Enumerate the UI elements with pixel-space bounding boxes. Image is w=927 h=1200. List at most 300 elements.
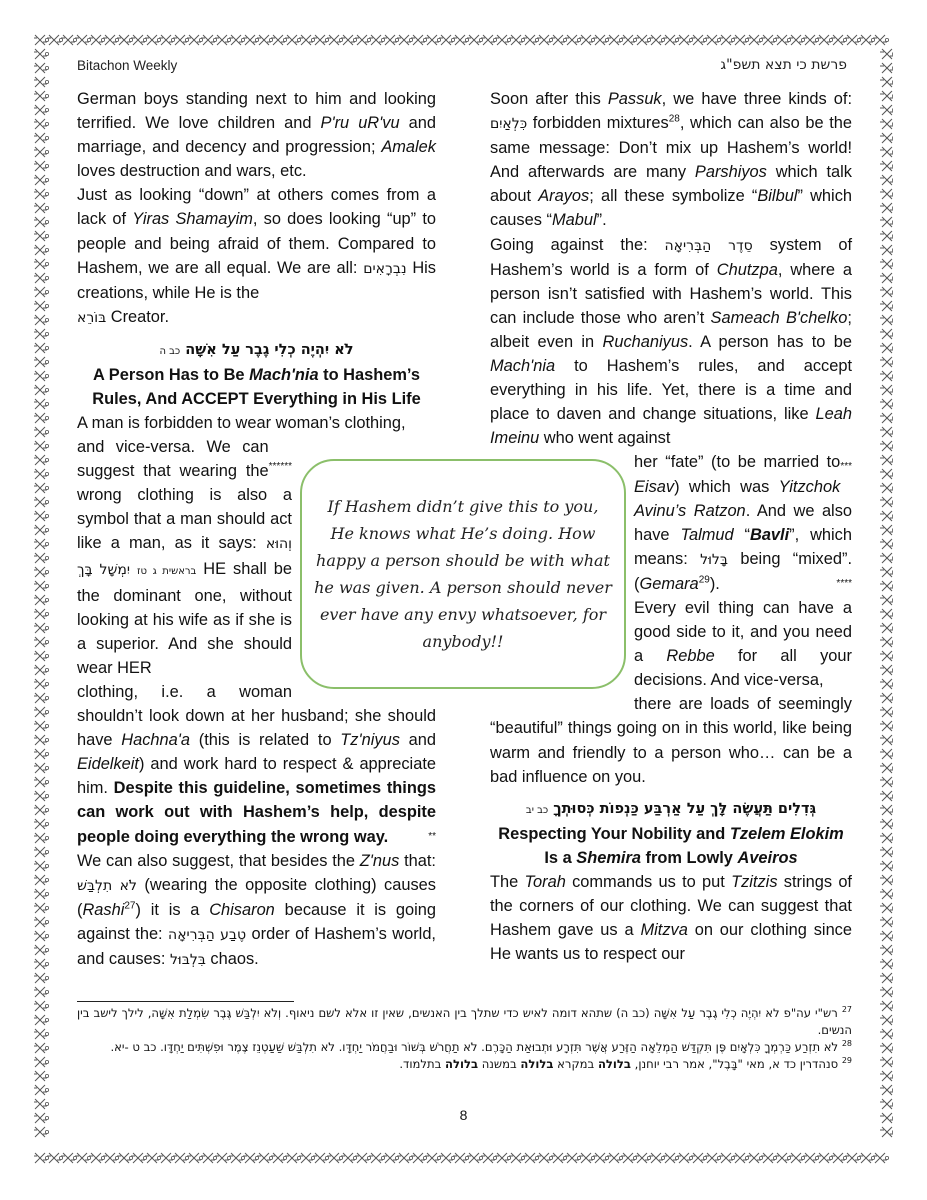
- border-motif: [34, 63, 49, 73]
- paragraph-wrapped: and vice-versa. We can suggest that wearing the wrong clothing is also a symbol that a man should act like a man, as it says: וְהוּא יִמְשָׁל בָּךְ בראשית ג טז HE shall be the dominant one, without looking at his wife as if she is a superior. And she should wear HER: [77, 438, 292, 677]
- border-motif: [880, 847, 893, 857]
- border-motif: [481, 35, 497, 45]
- border-motif: [523, 35, 539, 45]
- border-motif: [103, 1153, 119, 1163]
- border-motif: [880, 77, 893, 87]
- paragraph: there are loads of seemingly “beautiful” things going on in this world, like being warm and friendly to a person who… can be a bad influence on you.: [490, 695, 852, 786]
- border-motif: [34, 147, 49, 157]
- border-motif: [691, 1153, 707, 1163]
- border-motif: [880, 735, 893, 745]
- border-motif: [215, 35, 231, 45]
- border-motif: [229, 35, 245, 45]
- border-motif: [131, 1153, 147, 1163]
- border-motif: [880, 399, 893, 409]
- border-motif: [880, 63, 893, 73]
- border-motif: [719, 1153, 735, 1163]
- footnote-28: $^{28}$ לֹא תִזְרַע כַּרְמְךָ כִּלְאָיִם פֶּן תִּקְדַּשׁ הַמְלֵאָה הַזֶּרַע אֲשֶׁר תִּזְרָע וּתְבוּאַת הַכָּרֶם. לֹא תַחֲרֹשׁ בְּשׁוֹר וּבַחֲמֹר יַחְדָּו. לֹא תִלְבַּשׁ שַׁעַטְנֵז צֶמֶר וּפִשְׁתִּים יַחְדָּו. כב ט -יא.: [110, 1039, 852, 1054]
- border-motif: [34, 1015, 49, 1025]
- border-motif: [761, 1153, 777, 1163]
- border-motif: [880, 861, 893, 871]
- border-motif: [34, 819, 49, 829]
- footnote-number: 28: [841, 1039, 852, 1049]
- border-motif: [621, 1153, 637, 1163]
- footnote-number: 27: [841, 1005, 852, 1015]
- paragraph: We can also suggest, that besides the Z'nus that: לֹא תִלְבַּשׁ (wearing the opposite clothing) causes (Rashi$^{27}$) it is a Chisaron because it is going against the: טֶבַע הַבְּרִיאָה order of Hashem’s world, and causes: בִּלְבּוּל chaos.: [77, 851, 437, 968]
- paragraph-wrapped: Every evil thing can have a good side to it, and you need a Rebbe for all your decisions. And vice-versa,: [634, 598, 852, 690]
- border-motif: [117, 1153, 133, 1163]
- border-motif: [663, 35, 679, 45]
- footnote-ref[interactable]: 29: [698, 574, 710, 586]
- paragraph: Going against the: סֵדֶר הַבְּרִיאָה system of Hashem’s world is a form of Chutzpa, where a person isn’t satisfied with Hashem’s world. This can include those who aren’t Sameach B'chelko; albeit even in Ruchaniyus. A person has to be Mach'nia to Hashem’s rules, and accept everything in his life. Yet, there is a time and place to daven and change situations, like Leah Imeinu who went against: [490, 235, 853, 448]
- border-motif: [341, 1153, 357, 1163]
- border-motif: [369, 35, 385, 45]
- footnotes: [77, 1005, 852, 1073]
- border-motif: [880, 525, 893, 535]
- border-motif: [719, 35, 735, 45]
- border-motif: [34, 1153, 49, 1163]
- border-motif: [159, 1153, 175, 1163]
- border-motif: [880, 217, 893, 227]
- border-motif: [34, 497, 49, 507]
- border-motif: [383, 35, 399, 45]
- border-motif: [880, 231, 893, 241]
- border-motif: [789, 1153, 805, 1163]
- border-motif: [34, 287, 49, 297]
- border-motif: [34, 161, 49, 171]
- border-motif: [880, 161, 893, 171]
- border-motif: [831, 35, 847, 45]
- border-motif: [369, 1153, 385, 1163]
- border-motif: [229, 1153, 245, 1163]
- border-motif: [34, 791, 49, 801]
- border-motif: [705, 1153, 721, 1163]
- border-motif: [34, 91, 49, 101]
- border-motif: [285, 1153, 301, 1163]
- border-motif: [579, 35, 595, 45]
- border-motif: [453, 35, 469, 45]
- border-motif: [880, 581, 893, 591]
- border-motif: [397, 35, 413, 45]
- border-motif: [34, 763, 49, 773]
- border-motif: [880, 259, 893, 269]
- border-motif: [34, 511, 49, 521]
- border-motif: [775, 1153, 791, 1163]
- border-motif: [313, 1153, 329, 1163]
- border-motif: [34, 441, 49, 451]
- border-motif: [34, 945, 49, 955]
- border-motif: [880, 637, 893, 647]
- border-motif: [285, 35, 301, 45]
- border-motif: [187, 35, 203, 45]
- border-motif: [34, 231, 49, 241]
- parsha-title: פרשת כי תצא תשפ"ג: [720, 57, 847, 73]
- border-motif: [523, 1153, 539, 1163]
- border-motif: [873, 35, 889, 45]
- border-motif: [34, 553, 49, 563]
- border-motif: [299, 1153, 315, 1163]
- border-motif: [880, 1127, 893, 1137]
- border-motif: [880, 329, 893, 339]
- paragraph: A man is forbidden to wear woman’s clothing,: [77, 413, 406, 432]
- border-motif: [34, 987, 49, 997]
- border-motif: [34, 525, 49, 535]
- border-motif: [537, 1153, 553, 1163]
- talmud-word: Talmud: [680, 525, 734, 544]
- border-motif: [880, 203, 893, 213]
- gemara-word: Gemara: [639, 574, 699, 593]
- border-motif: [467, 1153, 483, 1163]
- border-motif: [159, 35, 175, 45]
- border-motif: [439, 1153, 455, 1163]
- border-motif: [75, 35, 91, 45]
- border-motif: [397, 1153, 413, 1163]
- border-motif: [34, 1043, 49, 1053]
- border-motif: [880, 455, 893, 465]
- border-motif: [831, 1153, 847, 1163]
- border-motif: [859, 35, 875, 45]
- border-motif: [509, 35, 525, 45]
- border-motif: [495, 35, 511, 45]
- border-motif: [34, 539, 49, 549]
- border-motif: [495, 1153, 511, 1163]
- border-motif: [34, 301, 49, 311]
- border-motif: [880, 819, 893, 829]
- border-motif: [34, 1001, 49, 1011]
- paragraph-wrapped: her “fate” (to be married to Eisav) which was Yitzchok Avinu’s Ratzon. And we also have Talmud “Bavli”, which means: בָּלוּל being “mixed”. (Gemara$^{29}$). ****: [490, 450, 852, 596]
- border-motif: [803, 35, 819, 45]
- border-motif: [271, 35, 287, 45]
- border-motif: [201, 1153, 217, 1163]
- border-motif: [880, 707, 893, 717]
- border-motif: [61, 35, 77, 45]
- border-motif: [411, 1153, 427, 1163]
- border-motif: [880, 651, 893, 661]
- border-motif: [34, 567, 49, 577]
- border-motif: [439, 35, 455, 45]
- border-motif: [880, 623, 893, 633]
- border-motif: [131, 35, 147, 45]
- border-motif: [880, 763, 893, 773]
- border-motif: [34, 1085, 49, 1095]
- border-motif: [271, 1153, 287, 1163]
- paragraph: German boys standing next to him and looking terrified. We love children and P'ru uR'vu and marriage, and decency and progression; Amalek loves destruction and wars, etc. ******: [77, 87, 436, 183]
- border-motif: [817, 1153, 833, 1163]
- footnote-29: $^{29}$ סנהדרין כד א, מאי "בָּבֶל", אמר רבי יוחנן, בלולה במקרא בלולה במשנה בלולה בתלמוד.: [399, 1056, 852, 1071]
- border-motif: [299, 35, 315, 45]
- border-motif: [34, 875, 49, 885]
- border-motif: [34, 1057, 49, 1067]
- border-motif: [880, 483, 893, 493]
- border-motif: [880, 133, 893, 143]
- border-motif: [187, 1153, 203, 1163]
- border-motif: [47, 1153, 63, 1163]
- border-motif: [880, 553, 893, 563]
- border-motif: [733, 1153, 749, 1163]
- border-motif: [509, 1153, 525, 1163]
- pull-quote-text: If Hashem didn’t give this to you, He knows what He’s doing. How happy a person should be with what he was given. A person should never ever have any envy whatsoever, for anybody!!: [314, 497, 612, 651]
- border-motif: [34, 665, 49, 675]
- border-motif: [425, 1153, 441, 1163]
- section-separator: ****: [836, 577, 852, 589]
- border-motif: [663, 1153, 679, 1163]
- border-motif: [565, 1153, 581, 1163]
- border-motif: [34, 847, 49, 857]
- border-motif: [880, 777, 893, 787]
- border-motif: [327, 1153, 343, 1163]
- border-motif: [747, 1153, 763, 1163]
- paragraph: Soon after this Passuk, we have three kinds of: כִּלְאַיִם forbidden mixtures$^{28}$, which can also be the same message: Don’t mix up Hashem’s world! And afterwards are many Parshiyos which talk about Arayos; all these symbolize “Bilbul” which causes “Mabul”. ***: [490, 87, 852, 233]
- border-motif: [880, 511, 893, 521]
- border-motif: [880, 609, 893, 619]
- border-motif: [467, 35, 483, 45]
- border-motif: [880, 497, 893, 507]
- border-motif: [880, 1085, 893, 1095]
- border-motif: [880, 91, 893, 101]
- border-motif: [880, 301, 893, 311]
- border-motif: [593, 1153, 609, 1163]
- border-motif: [34, 49, 49, 59]
- border-motif: [34, 329, 49, 339]
- border-motif: [257, 35, 273, 45]
- border-motif: [859, 1153, 875, 1163]
- border-motif: [705, 35, 721, 45]
- border-motif: [145, 1153, 161, 1163]
- border-motif: [649, 1153, 665, 1163]
- border-motif: [880, 693, 893, 703]
- border-motif: [243, 35, 259, 45]
- border-motif: [341, 35, 357, 45]
- border-motif: [649, 35, 665, 45]
- verse-reference: כב יב: [525, 804, 549, 816]
- border-motif: [551, 35, 567, 45]
- border-motif: [103, 35, 119, 45]
- section-separator: ***: [840, 461, 852, 472]
- border-motif: [34, 259, 49, 269]
- border-motif: [880, 1015, 893, 1025]
- border-motif: [880, 315, 893, 325]
- border-motif: [593, 35, 609, 45]
- border-motif: [880, 1029, 893, 1039]
- border-motif: [75, 1153, 91, 1163]
- border-motif: [880, 875, 893, 885]
- border-motif: [34, 889, 49, 899]
- border-motif: [425, 35, 441, 45]
- border-motif: [34, 693, 49, 703]
- section-hebrew-heading: גְּדִלִים תַּעֲשֶׂה לָּךְ עַל אַרְבַּע כַּנְפוֹת כְּסוּתְךָ כב יב: [525, 800, 817, 817]
- section-hebrew-heading: לֹא יִהְיֶה כְלִי גֶבֶר עַל אִשָּׁה כב ה: [159, 341, 354, 358]
- border-motif: [34, 721, 49, 731]
- border-motif: [34, 623, 49, 633]
- border-motif: [880, 147, 893, 157]
- border-motif: [621, 35, 637, 45]
- border-motif: [880, 945, 893, 955]
- border-motif: [383, 1153, 399, 1163]
- border-motif: [34, 581, 49, 591]
- border-motif: [880, 119, 893, 129]
- footnote-ref[interactable]: 28: [668, 113, 680, 125]
- border-motif: [880, 567, 893, 577]
- border-motif: [117, 35, 133, 45]
- border-motif: [880, 343, 893, 353]
- border-motif: [579, 1153, 595, 1163]
- border-motif: [880, 385, 893, 395]
- border-motif: [34, 609, 49, 619]
- border-motif: [145, 35, 161, 45]
- border-motif: [761, 35, 777, 45]
- border-motif: [34, 189, 49, 199]
- footnote-27: $^{27}$ רש"י עה"פ לא יִהְיֶה כְלִי גֶבֶר עַל אִשָּׁה (כב ה) שתהא דומה לאיש כדי שתלך בין האנשים, שאין זו אלא לשם ניאוף. וְלֹא יִלְבַּשׁ גֶּבֶר שִׂמְלַת אִשָּׁה, לילך לישב בין הנשים.: [77, 1005, 852, 1037]
- border-motif: [880, 791, 893, 801]
- border-motif: [880, 1001, 893, 1011]
- border-motif: [873, 1153, 889, 1163]
- border-motif: [34, 427, 49, 437]
- border-motif: [481, 1153, 497, 1163]
- border-motif: [34, 357, 49, 367]
- border-motif: [880, 539, 893, 549]
- footnote-ref[interactable]: 27: [124, 900, 136, 912]
- border-motif: [34, 805, 49, 815]
- border-motif: [34, 651, 49, 661]
- border-motif: [34, 833, 49, 843]
- footnote-separator: [77, 1001, 294, 1002]
- border-motif: [677, 35, 693, 45]
- pull-quote-box: [300, 459, 626, 689]
- border-motif: [880, 749, 893, 759]
- border-motif: [880, 287, 893, 297]
- border-motif: [803, 1153, 819, 1163]
- border-motif: [880, 595, 893, 605]
- border-motif: [880, 357, 893, 367]
- border-motif: [47, 35, 63, 45]
- border-motif: [880, 427, 893, 437]
- border-motif: [34, 679, 49, 689]
- border-motif: [635, 35, 651, 45]
- border-motif: [635, 1153, 651, 1163]
- border-motif: [313, 35, 329, 45]
- border-motif: [880, 917, 893, 927]
- border-motif: [34, 1029, 49, 1039]
- border-motif: [551, 1153, 567, 1163]
- border-motif: [880, 105, 893, 115]
- border-motif: [880, 1057, 893, 1067]
- border-motif: [880, 679, 893, 689]
- border-motif: [34, 35, 49, 45]
- border-motif: [880, 973, 893, 983]
- border-motif: [34, 133, 49, 143]
- border-motif: [34, 595, 49, 605]
- border-motif: [733, 35, 749, 45]
- border-motif: [817, 35, 833, 45]
- border-motif: [537, 35, 553, 45]
- border-motif: [34, 1071, 49, 1081]
- border-motif: [243, 1153, 259, 1163]
- border-motif: [34, 777, 49, 787]
- border-motif: [411, 35, 427, 45]
- border-motif: [34, 973, 49, 983]
- section-heading: Respecting Your Nobility and Tzelem Elokim Is a Shemira from Lowly Aveiros: [498, 824, 844, 867]
- border-motif: [880, 721, 893, 731]
- border-motif: [34, 637, 49, 647]
- border-motif: [34, 735, 49, 745]
- border-motif: [34, 959, 49, 969]
- border-motif: [34, 861, 49, 871]
- newsletter-title: Bitachon Weekly: [77, 58, 178, 73]
- border-motif: [34, 203, 49, 213]
- border-motif: [34, 315, 49, 325]
- border-motif: [880, 189, 893, 199]
- section-separator: ******: [268, 461, 292, 472]
- paragraph: clothing, i.e. a woman shouldn’t look down at her husband; she should have Hachna'a (this is related to Tz'niyus and Eidelkeit) and work hard to respect & appreciate him. Despite this guideline, sometimes things can work out with Hashem’s help, despite people doing everything the wrong way. **: [77, 680, 436, 849]
- border-motif: [34, 399, 49, 409]
- border-motif: [880, 987, 893, 997]
- border-motif: [845, 35, 861, 45]
- verse-reference: כב ה: [159, 345, 181, 357]
- border-motif: [789, 35, 805, 45]
- border-motif: [34, 371, 49, 381]
- border-motif: [34, 175, 49, 185]
- border-motif: [34, 119, 49, 129]
- border-motif: [880, 371, 893, 381]
- border-motif: [880, 1043, 893, 1053]
- border-motif: [215, 1153, 231, 1163]
- border-motif: [355, 1153, 371, 1163]
- border-motif: [34, 105, 49, 115]
- border-motif: [880, 245, 893, 255]
- border-motif: [747, 35, 763, 45]
- footnote-number: 29: [841, 1056, 852, 1066]
- border-motif: [34, 483, 49, 493]
- paragraph: Just as looking “down” at others comes from a lack of Yiras Shamayim, so does looking “up” to people and being afraid of them. Compared to Hashem, we are all equal. We are all: נִבְרָאִים His creations, while He is the בּוֹרֵא Creator.: [77, 186, 436, 326]
- border-motif: [201, 35, 217, 45]
- border-motif: [880, 1071, 893, 1081]
- border-motif: [880, 413, 893, 423]
- border-motif: [34, 385, 49, 395]
- section-heading: A Person Has to Be Mach'nia to Hashem’s Rules, And ACCEPT Everything in His Life: [92, 365, 421, 408]
- border-motif: [880, 931, 893, 941]
- border-motif: [34, 413, 49, 423]
- border-motif: [34, 469, 49, 479]
- border-motif: [34, 903, 49, 913]
- border-motif: [89, 35, 105, 45]
- border-motif: [34, 917, 49, 927]
- border-motif: [880, 273, 893, 283]
- border-motif: [565, 35, 581, 45]
- border-motif: [355, 35, 371, 45]
- section-separator: **: [428, 830, 436, 842]
- border-motif: [173, 1153, 189, 1163]
- page-number: 8: [459, 1107, 468, 1123]
- border-motif: [89, 1153, 105, 1163]
- border-motif: [34, 245, 49, 255]
- border-motif: [880, 903, 893, 913]
- border-motif: [880, 469, 893, 479]
- border-motif: [607, 1153, 623, 1163]
- border-motif: [34, 1127, 49, 1137]
- border-motif: [691, 35, 707, 45]
- border-motif: [34, 749, 49, 759]
- border-motif: [880, 833, 893, 843]
- border-motif: [677, 1153, 693, 1163]
- bavli-word: Bavli: [749, 525, 790, 544]
- border-motif: [607, 35, 623, 45]
- border-motif: [61, 1153, 77, 1163]
- border-motif: [34, 273, 49, 283]
- border-motif: [845, 1153, 861, 1163]
- border-motif: [880, 665, 893, 675]
- paragraph: The Torah commands us to put Tzitzis strings of the corners of our clothing. We can suggest that Hashem gave us a Mitzva on our clothing since He wants us to respect our: [490, 872, 852, 963]
- border-motif: [880, 889, 893, 899]
- border-motif: [327, 35, 343, 45]
